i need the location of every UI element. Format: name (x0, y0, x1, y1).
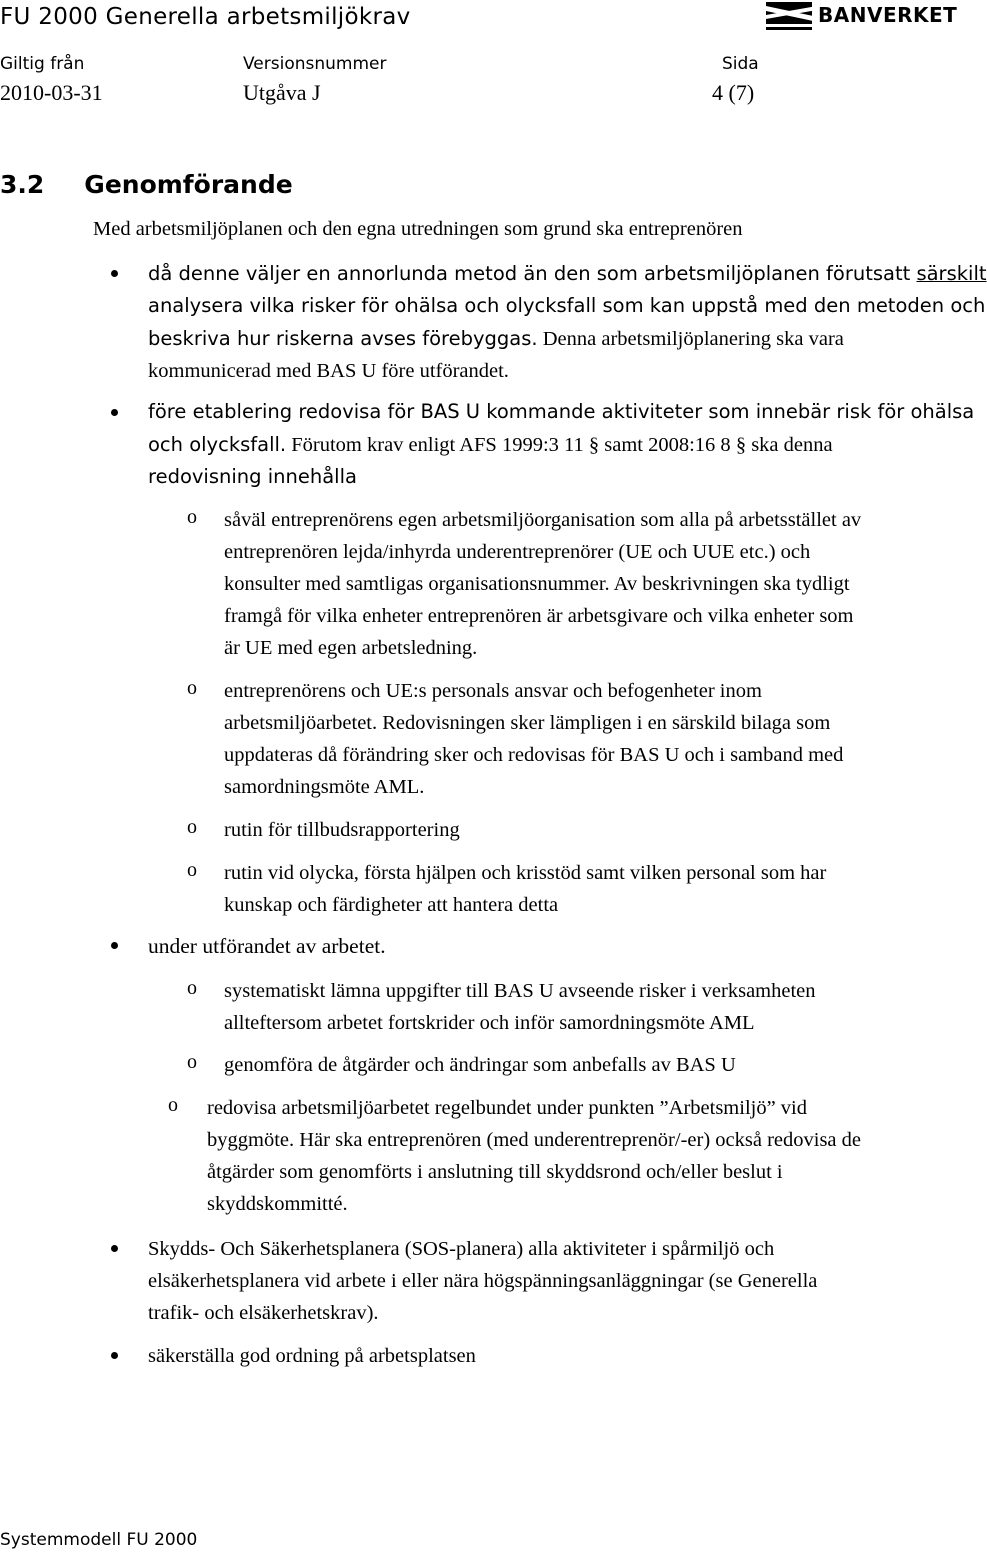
valid-from-label: Giltig från (0, 54, 85, 74)
bullet-marker (111, 270, 118, 277)
bullet-1-line-3: beskriva hur riskerna avses förebyggas. Denna arbetsmiljöplanering ska vara (148, 327, 844, 350)
sub-bullet-marker: o (187, 506, 197, 528)
sub-1-line-1: såväl entreprenörens egen arbetsmiljöorganisation som alla på arbetsstället av (224, 509, 862, 531)
sub-bullet-marker: o (187, 977, 197, 999)
sub-bullet-marker: o (187, 816, 197, 838)
b3-sub-3-line-4: skyddskommitté. (207, 1193, 348, 1215)
sub-2-line-3: uppdateras då förändring sker och redovisas för BAS U och i samband med (224, 744, 844, 766)
sub-2-line-4: samordningsmöte AML. (224, 776, 425, 798)
bullet-marker (111, 1352, 118, 1359)
sub-4-line-2: kunskap och färdigheter att hantera detta (224, 894, 559, 916)
sub-bullet-marker: o (187, 677, 197, 699)
bullet-2-line-2: och olycksfall. Förutom krav enligt AFS 1999:3 11 § samt 2008:16 8 § ska denna (148, 433, 833, 456)
section-sign-icon: § (588, 434, 600, 456)
b3-sub-3-line-3: åtgärder som genomförts i anslutning till skyddsrond och/eller beslut i (207, 1161, 783, 1183)
b3-sub-3-line-2: byggmöte. Här ska entreprenören (med underentreprenör/-er) också redovisa de (207, 1129, 862, 1151)
intro-text: Med arbetsmiljöplanen och den egna utredningen som grund ska entreprenören (93, 218, 743, 240)
sub-bullet-marker: o (187, 859, 197, 881)
sub-1-line-5: är UE med egen arbetsledning. (224, 637, 478, 659)
sub-2-line-1: entreprenörens och UE:s personals ansvar och befogenheter inom (224, 680, 762, 702)
bullet-marker (111, 1245, 118, 1252)
bullet-5-text: säkerställa god ordning på arbetsplatsen (148, 1345, 476, 1367)
page-label: Sida (722, 54, 759, 74)
brand-name: BANVERKET (818, 3, 958, 27)
b3-sub-1-line-2: allteftersom arbetet fortskrider och inför samordningsmöte AML (224, 1012, 755, 1034)
b3-sub-2-line-1: genomföra de åtgärder och ändringar som anbefalls av BAS U (224, 1054, 736, 1076)
bullet-1-line-1: då denne väljer en annorlunda metod än den som arbetsmiljöplanen förutsatt särskilt (148, 262, 987, 285)
sub-1-line-3: konsulter med samtligas organisationsnummer. Av beskrivningen ska tydligt (224, 573, 850, 595)
section-sign-icon: § (735, 434, 747, 456)
section-title: Genomförande (84, 170, 293, 199)
sub-2-line-2: arbetsmiljöarbetet. Redovisningen sker lämpligen i en särskild bilaga som (224, 712, 831, 734)
bullet-marker (111, 409, 118, 416)
bullet-marker (111, 942, 118, 949)
bullet-4-line-2: elsäkerhetsplanera vid arbete i eller nära högspänningsanläggningar (se Generella (148, 1270, 818, 1292)
banverket-logo (766, 0, 958, 34)
page-value: 4 (7) (712, 80, 755, 105)
bullet-4-line-3: trafik- och elsäkerhetskrav). (148, 1302, 379, 1324)
section-number: 3.2 (0, 170, 45, 199)
bullet-1-line-4: kommunicerad med BAS U före utförandet. (148, 360, 509, 382)
underlined-word: särskilt (916, 262, 987, 285)
bullet-3-text: under utförandet av arbetet. (148, 934, 386, 958)
sub-3-line-1: rutin för tillbudsrapportering (224, 819, 460, 841)
version-label: Versionsnummer (243, 54, 387, 74)
bullet-2-line-1: före etablering redovisa för BAS U kommande aktiviteter som innebär risk för ohälsa (148, 400, 975, 423)
banverket-logo-icon (766, 2, 812, 30)
bullet-4-line-1: Skydds- Och Säkerhetsplanera (SOS-planera) alla aktiviteter i spårmiljö och (148, 1238, 775, 1260)
b3-sub-3-line-1: redovisa arbetsmiljöarbetet regelbundet under punkten ”Arbetsmiljö” vid (207, 1097, 808, 1119)
sub-bullet-marker: o (187, 1051, 197, 1073)
document-title: FU 2000 Generella arbetsmiljökrav (0, 4, 411, 30)
version-value: Utgåva J (243, 80, 321, 105)
bullet-1-line-2: analysera vilka risker för ohälsa och olycksfall som kan uppstå med den metoden och (148, 294, 986, 317)
sub-1-line-4: framgå för vilka enheter entreprenören är arbetsgivare och vilka enheter som (224, 605, 854, 627)
sub-4-line-1: rutin vid olycka, första hjälpen och krisstöd samt vilken personal som har (224, 862, 827, 884)
sub-1-line-2: entreprenören lejda/inhyrda underentreprenörer (UE och UUE etc.) och (224, 541, 811, 563)
sub-bullet-marker: o (168, 1094, 178, 1116)
bullet-2-line-3: redovisning innehålla (148, 465, 357, 488)
b3-sub-1-line-1: systematiskt lämna uppgifter till BAS U avseende risker i verksamheten (224, 980, 816, 1002)
section-heading (0, 170, 293, 199)
footer-text: Systemmodell FU 2000 (0, 1530, 198, 1550)
valid-from-value: 2010-03-31 (0, 80, 103, 105)
